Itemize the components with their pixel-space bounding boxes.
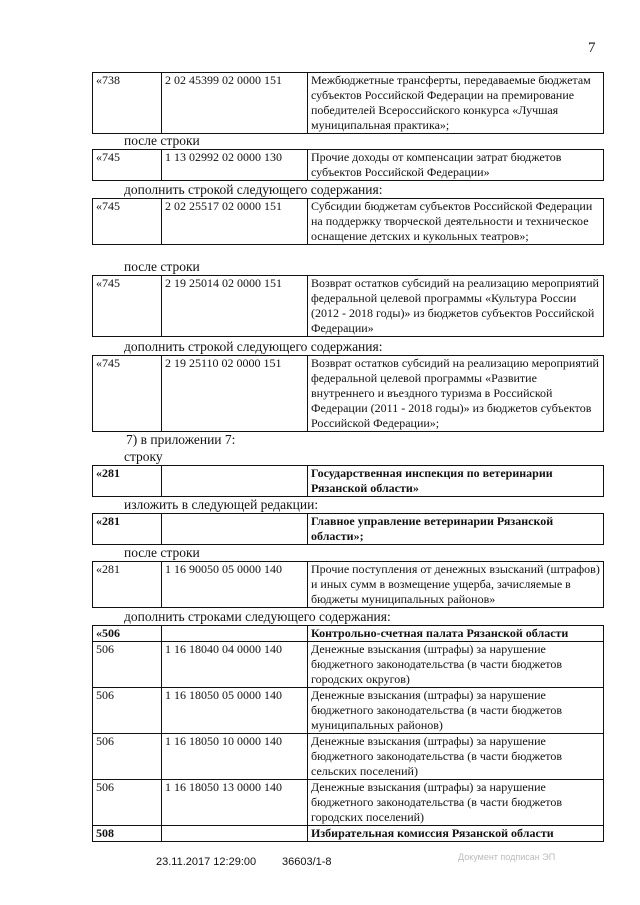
admin-code-cell: «738 [93, 73, 162, 134]
code-table [92, 275, 603, 337]
table-row [93, 780, 604, 826]
revenue-code-cell: 1 16 18050 13 0000 140 [162, 780, 308, 826]
code-table [92, 198, 603, 245]
revenue-code-cell: 2 02 25517 02 0000 151 [162, 199, 308, 245]
code-table [92, 465, 603, 497]
description-cell: Субсидии бюджетам субъектов Российской Федерации на поддержку творческой деятельности и техническое оснащение детских и кукольных театров»; [308, 199, 604, 245]
page-number: 7 [588, 40, 596, 56]
instruction-text: после строки [124, 259, 200, 274]
description-cell: Возврат остатков субсидий на реализацию мероприятий федеральной целевой программы «Культура России (2012 - 2018 годы)» из бюджетов субъектов Российской Федерации» [308, 276, 604, 337]
table-row [93, 356, 604, 432]
table-row [93, 199, 604, 245]
instruction-text: после строки [124, 133, 200, 148]
table-row [93, 642, 604, 688]
description-cell: Прочие поступления от денежных взысканий (штрафов) и иных сумм в возмещение ущерба, зачисляемые в бюджеты муниципальных районов» [308, 562, 604, 608]
code-table [92, 72, 603, 134]
admin-code-cell: «745 [93, 276, 162, 337]
revenue-code-cell: 2 19 25014 02 0000 151 [162, 276, 308, 337]
admin-code-cell: 506 [93, 734, 162, 780]
description-cell: Межбюджетные трансферты, передаваемые бюджетам субъектов Российской Федерации на премирование победителей Всероссийского конкурса «Лучшая муниципальная практика»; [308, 73, 604, 134]
table-row [93, 276, 604, 337]
instruction-text: строку [124, 449, 163, 464]
revenue-code-cell [162, 826, 308, 842]
admin-code-cell: «281 [93, 466, 162, 497]
revenue-code-cell: 1 16 18050 05 0000 140 [162, 688, 308, 734]
instruction-text: после строки [124, 545, 200, 560]
revenue-code-cell [162, 626, 308, 642]
revenue-code-cell: 1 13 02992 02 0000 130 [162, 150, 308, 181]
code-table [92, 355, 603, 432]
revenue-code-cell [162, 466, 308, 497]
description-cell: Государственная инспекция по ветеринарии Рязанской области» [308, 466, 604, 497]
footer-doc-code: 36603/1-8 [282, 856, 332, 868]
code-table [92, 625, 603, 842]
description-cell: Прочие доходы от компенсации затрат бюджетов субъектов Российской Федерации» [308, 150, 604, 181]
code-table [92, 149, 603, 181]
revenue-code-cell: 1 16 90050 05 0000 140 [162, 562, 308, 608]
revenue-code-cell: 1 16 18050 10 0000 140 [162, 734, 308, 780]
instruction-text: дополнить строками следующего содержания: [124, 609, 391, 624]
instruction-text: 7) в приложении 7: [126, 432, 236, 447]
table-row [93, 562, 604, 608]
table-row [93, 626, 604, 642]
table-row [93, 514, 604, 545]
revenue-code-cell: 1 16 18040 04 0000 140 [162, 642, 308, 688]
description-cell: Главное управление ветеринарии Рязанской области»; [308, 514, 604, 545]
admin-code-cell: «745 [93, 150, 162, 181]
table-row [93, 826, 604, 842]
instruction-text: дополнить строкой следующего содержания: [124, 339, 383, 354]
description-cell: Избирательная комиссия Рязанской области [308, 826, 604, 842]
admin-code-cell: «281 [93, 562, 162, 608]
admin-code-cell: «506 [93, 626, 162, 642]
description-cell: Возврат остатков субсидий на реализацию мероприятий федеральной целевой программы «Развитие внутреннего и въездного туризма в Российской Федерации (2011 - 2018 годы)» из бюджетов субъектов Российской Федерации»; [308, 356, 604, 432]
description-cell: Денежные взыскания (штрафы) за нарушение бюджетного законодательства (в части бюджетов сельских поселений) [308, 734, 604, 780]
code-table [92, 513, 603, 545]
admin-code-cell: «281 [93, 514, 162, 545]
table-row [93, 688, 604, 734]
code-table [92, 561, 603, 608]
admin-code-cell: «745 [93, 199, 162, 245]
admin-code-cell: 506 [93, 780, 162, 826]
revenue-code-cell [162, 514, 308, 545]
table-row [93, 150, 604, 181]
instruction-text: изложить в следующей редакции: [124, 497, 319, 512]
description-cell: Контрольно-счетная палата Рязанской области [308, 626, 604, 642]
revenue-code-cell: 2 19 25110 02 0000 151 [162, 356, 308, 432]
footer-timestamp: 23.11.2017 12:29:00 [156, 856, 257, 868]
description-cell: Денежные взыскания (штрафы) за нарушение бюджетного законодательства (в части бюджетов муниципальных районов) [308, 688, 604, 734]
admin-code-cell: 506 [93, 688, 162, 734]
admin-code-cell: 508 [93, 826, 162, 842]
table-row [93, 73, 604, 134]
table-row [93, 734, 604, 780]
admin-code-cell: 506 [93, 642, 162, 688]
instruction-text: дополнить строкой следующего содержания: [124, 182, 383, 197]
admin-code-cell: «745 [93, 356, 162, 432]
faint-stamp: Документ подписан ЭП [458, 852, 556, 862]
table-row [93, 466, 604, 497]
description-cell: Денежные взыскания (штрафы) за нарушение бюджетного законодательства (в части бюджетов городских округов) [308, 642, 604, 688]
revenue-code-cell: 2 02 45399 02 0000 151 [162, 73, 308, 134]
description-cell: Денежные взыскания (штрафы) за нарушение бюджетного законодательства (в части бюджетов городских поселений) [308, 780, 604, 826]
